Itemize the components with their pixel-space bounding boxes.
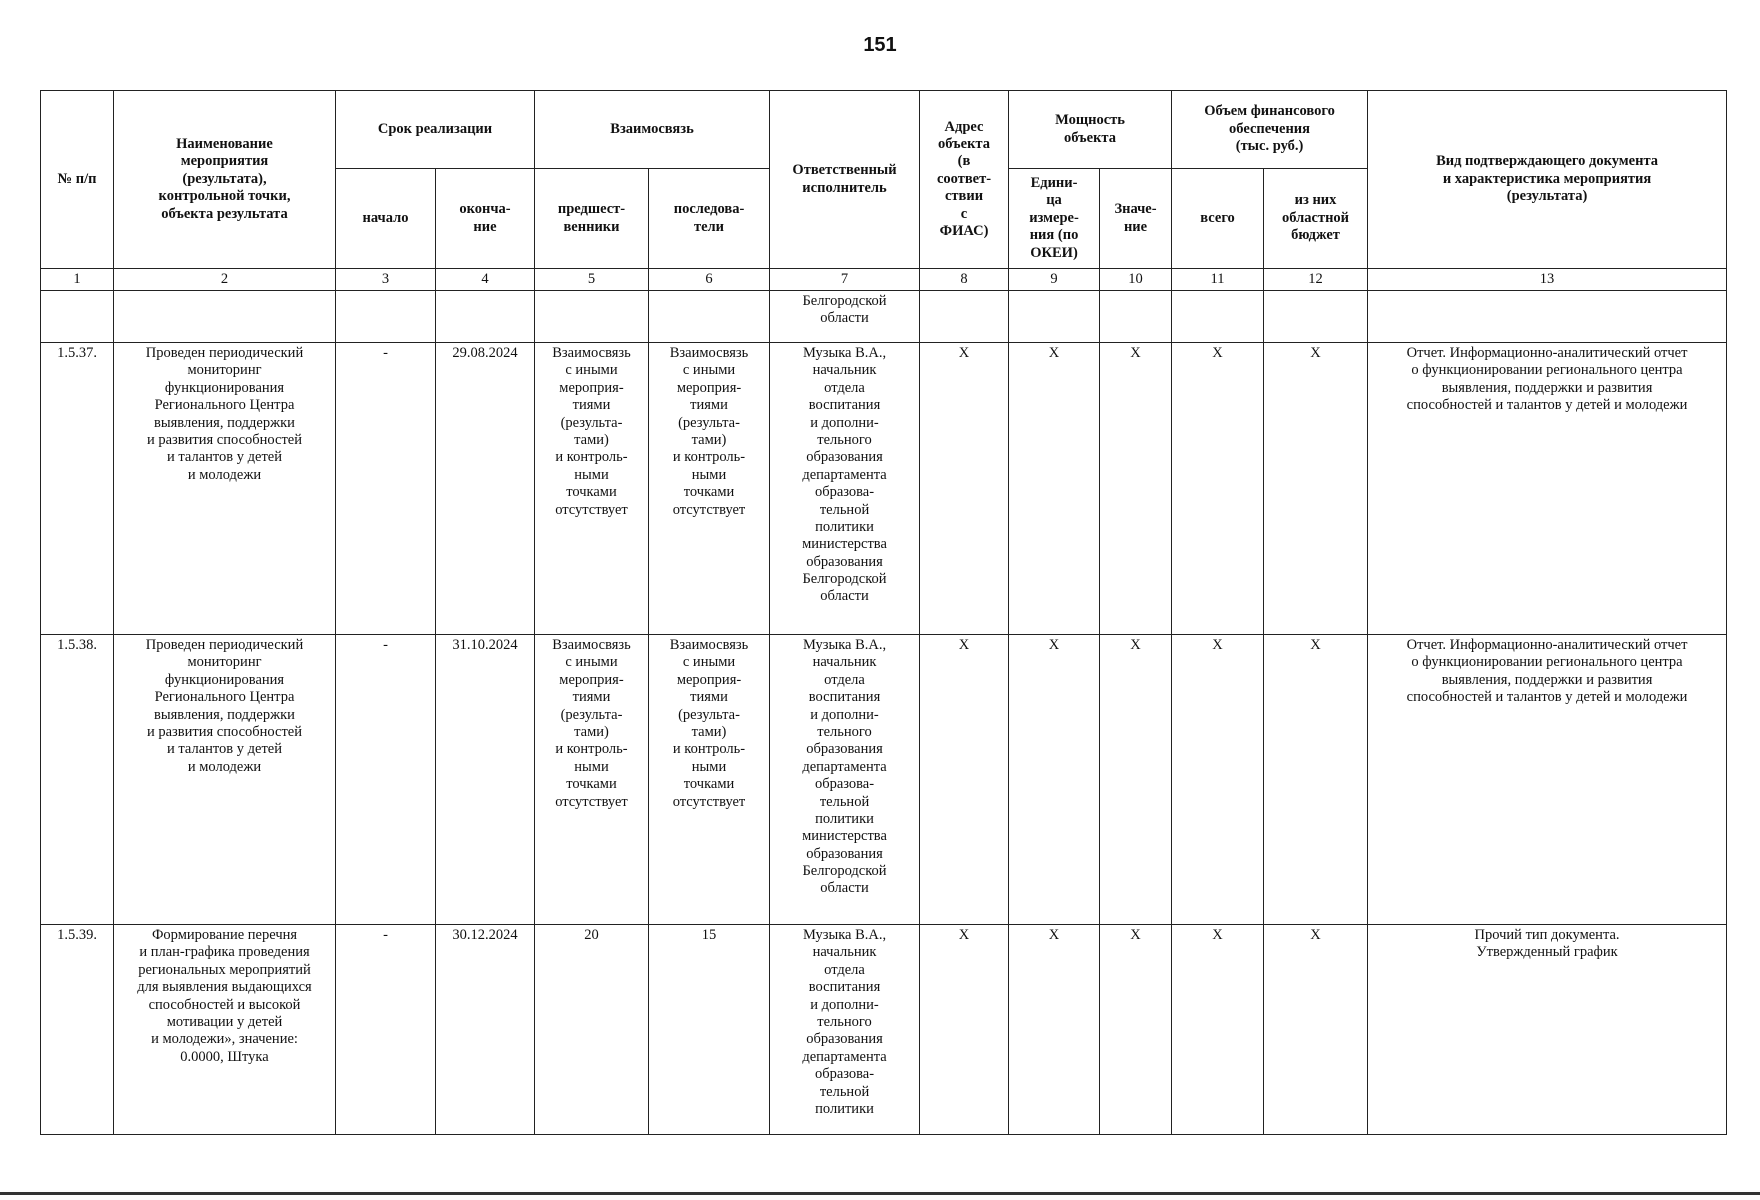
header-capacity-value: Значе- ние bbox=[1100, 169, 1172, 269]
row-unit: X bbox=[1009, 343, 1100, 635]
table-cell bbox=[1264, 291, 1368, 343]
row-prev: Взаимосвязь с иными мероприя- тиями (результа- тами) и контроль- ными точками отсутствует bbox=[535, 343, 649, 635]
row-unit: X bbox=[1009, 925, 1100, 1135]
row-name: Проведен периодический мониторинг функционирования Регионального Центра выявления, поддержки и развития способностей и талантов у детей и молодежи bbox=[114, 343, 336, 635]
row-num: 1.5.39. bbox=[41, 925, 114, 1135]
row-total: X bbox=[1172, 635, 1264, 925]
header-finance: Объем финансового обеспечения (тыс. руб.) bbox=[1172, 91, 1368, 169]
column-number: 5 bbox=[535, 269, 649, 291]
table-cell bbox=[41, 291, 114, 343]
row-start: - bbox=[336, 925, 436, 1135]
table-cell bbox=[1172, 291, 1264, 343]
row-prev: Взаимосвязь с иными мероприя- тиями (результа- тами) и контроль- ными точками отсутствует bbox=[535, 635, 649, 925]
header-responsible: Ответственный исполнитель bbox=[770, 91, 920, 269]
column-number: 12 bbox=[1264, 269, 1368, 291]
row-value: X bbox=[1100, 635, 1172, 925]
row-next: Взаимосвязь с иными мероприя- тиями (результа- тами) и контроль- ными точками отсутствует bbox=[649, 343, 770, 635]
row-value: X bbox=[1100, 343, 1172, 635]
row-num: 1.5.38. bbox=[41, 635, 114, 925]
column-number: 1 bbox=[41, 269, 114, 291]
table-cell bbox=[649, 291, 770, 343]
row-next: 15 bbox=[649, 925, 770, 1135]
table-row bbox=[41, 925, 1727, 1135]
continuation-row bbox=[41, 291, 1727, 343]
header-link-next: последова- тели bbox=[649, 169, 770, 269]
header-address: Адрес объекта (в соответ- ствии с ФИАС) bbox=[920, 91, 1009, 269]
column-number: 13 bbox=[1368, 269, 1727, 291]
row-start: - bbox=[336, 343, 436, 635]
column-number: 11 bbox=[1172, 269, 1264, 291]
column-number: 7 bbox=[770, 269, 920, 291]
page-bottom-rule bbox=[0, 1192, 1760, 1195]
column-number: 9 bbox=[1009, 269, 1100, 291]
row-total: X bbox=[1172, 343, 1264, 635]
row-document: Отчет. Информационно-аналитический отчет о функционировании регионального центра выявления, поддержки и развития способностей и талантов у детей и молодежи bbox=[1368, 343, 1727, 635]
row-responsible: Музыка В.А., начальник отдела воспитания и дополни- тельного образования департамента образова- тельной политики bbox=[770, 925, 920, 1135]
table-row bbox=[41, 343, 1727, 635]
row-end: 31.10.2024 bbox=[436, 635, 535, 925]
header-term: Срок реализации bbox=[336, 91, 535, 169]
column-number-row bbox=[41, 269, 1727, 291]
header-finance-total: всего bbox=[1172, 169, 1264, 269]
table-cell bbox=[336, 291, 436, 343]
header-num: № п/п bbox=[41, 91, 114, 269]
column-number: 2 bbox=[114, 269, 336, 291]
table-cell bbox=[436, 291, 535, 343]
row-regional: X bbox=[1264, 343, 1368, 635]
table-cell bbox=[1100, 291, 1172, 343]
table-cell bbox=[1368, 291, 1727, 343]
header-finance-regional: из них областной бюджет bbox=[1264, 169, 1368, 269]
row-unit: X bbox=[1009, 635, 1100, 925]
row-name: Формирование перечня и план-графика проведения региональных мероприятий для выявления выдающихся способностей и высокой мотивации у детей и молодежи», значение: 0.0000, Штука bbox=[114, 925, 336, 1135]
header-row-top bbox=[41, 91, 1727, 169]
header-name: Наименование мероприятия (результата), контрольной точки, объекта результата bbox=[114, 91, 336, 269]
plan-table bbox=[40, 90, 1727, 1135]
table-cell bbox=[1009, 291, 1100, 343]
header-document: Вид подтверждающего документа и характеристика мероприятия (результата) bbox=[1368, 91, 1727, 269]
row-value: X bbox=[1100, 925, 1172, 1135]
row-address: X bbox=[920, 635, 1009, 925]
table-cell bbox=[535, 291, 649, 343]
row-end: 30.12.2024 bbox=[436, 925, 535, 1135]
row-responsible: Музыка В.А., начальник отдела воспитания и дополни- тельного образования департамента образова- тельной политики министерства образования Белгородской области bbox=[770, 635, 920, 925]
column-number: 8 bbox=[920, 269, 1009, 291]
row-next: Взаимосвязь с иными мероприя- тиями (результа- тами) и контроль- ными точками отсутствует bbox=[649, 635, 770, 925]
header-link-prev: предшест- венники bbox=[535, 169, 649, 269]
header-capacity-unit: Едини- ца измере- ния (по ОКЕИ) bbox=[1009, 169, 1100, 269]
row-regional: X bbox=[1264, 925, 1368, 1135]
row-regional: X bbox=[1264, 635, 1368, 925]
row-address: X bbox=[920, 343, 1009, 635]
row-document: Отчет. Информационно-аналитический отчет о функционировании регионального центра выявления, поддержки и развития способностей и талантов у детей и молодежи bbox=[1368, 635, 1727, 925]
continuation-responsible: Белгородской области bbox=[770, 291, 920, 343]
row-document: Прочий тип документа. Утвержденный график bbox=[1368, 925, 1727, 1135]
column-number: 10 bbox=[1100, 269, 1172, 291]
column-number: 3 bbox=[336, 269, 436, 291]
row-end: 29.08.2024 bbox=[436, 343, 535, 635]
row-responsible: Музыка В.А., начальник отдела воспитания и дополни- тельного образования департамента образова- тельной политики министерства образования Белгородской области bbox=[770, 343, 920, 635]
table-cell bbox=[920, 291, 1009, 343]
column-number: 4 bbox=[436, 269, 535, 291]
header-term-end: оконча- ние bbox=[436, 169, 535, 269]
row-start: - bbox=[336, 635, 436, 925]
table-cell bbox=[114, 291, 336, 343]
row-prev: 20 bbox=[535, 925, 649, 1135]
table-row bbox=[41, 635, 1727, 925]
page-number: 151 bbox=[863, 34, 897, 56]
row-num: 1.5.37. bbox=[41, 343, 114, 635]
column-number: 6 bbox=[649, 269, 770, 291]
header-term-start: начало bbox=[336, 169, 436, 269]
row-total: X bbox=[1172, 925, 1264, 1135]
header-link: Взаимосвязь bbox=[535, 91, 770, 169]
header-capacity: Мощность объекта bbox=[1009, 91, 1172, 169]
row-name: Проведен периодический мониторинг функционирования Регионального Центра выявления, поддержки и развития способностей и талантов у детей и молодежи bbox=[114, 635, 336, 925]
row-address: X bbox=[920, 925, 1009, 1135]
